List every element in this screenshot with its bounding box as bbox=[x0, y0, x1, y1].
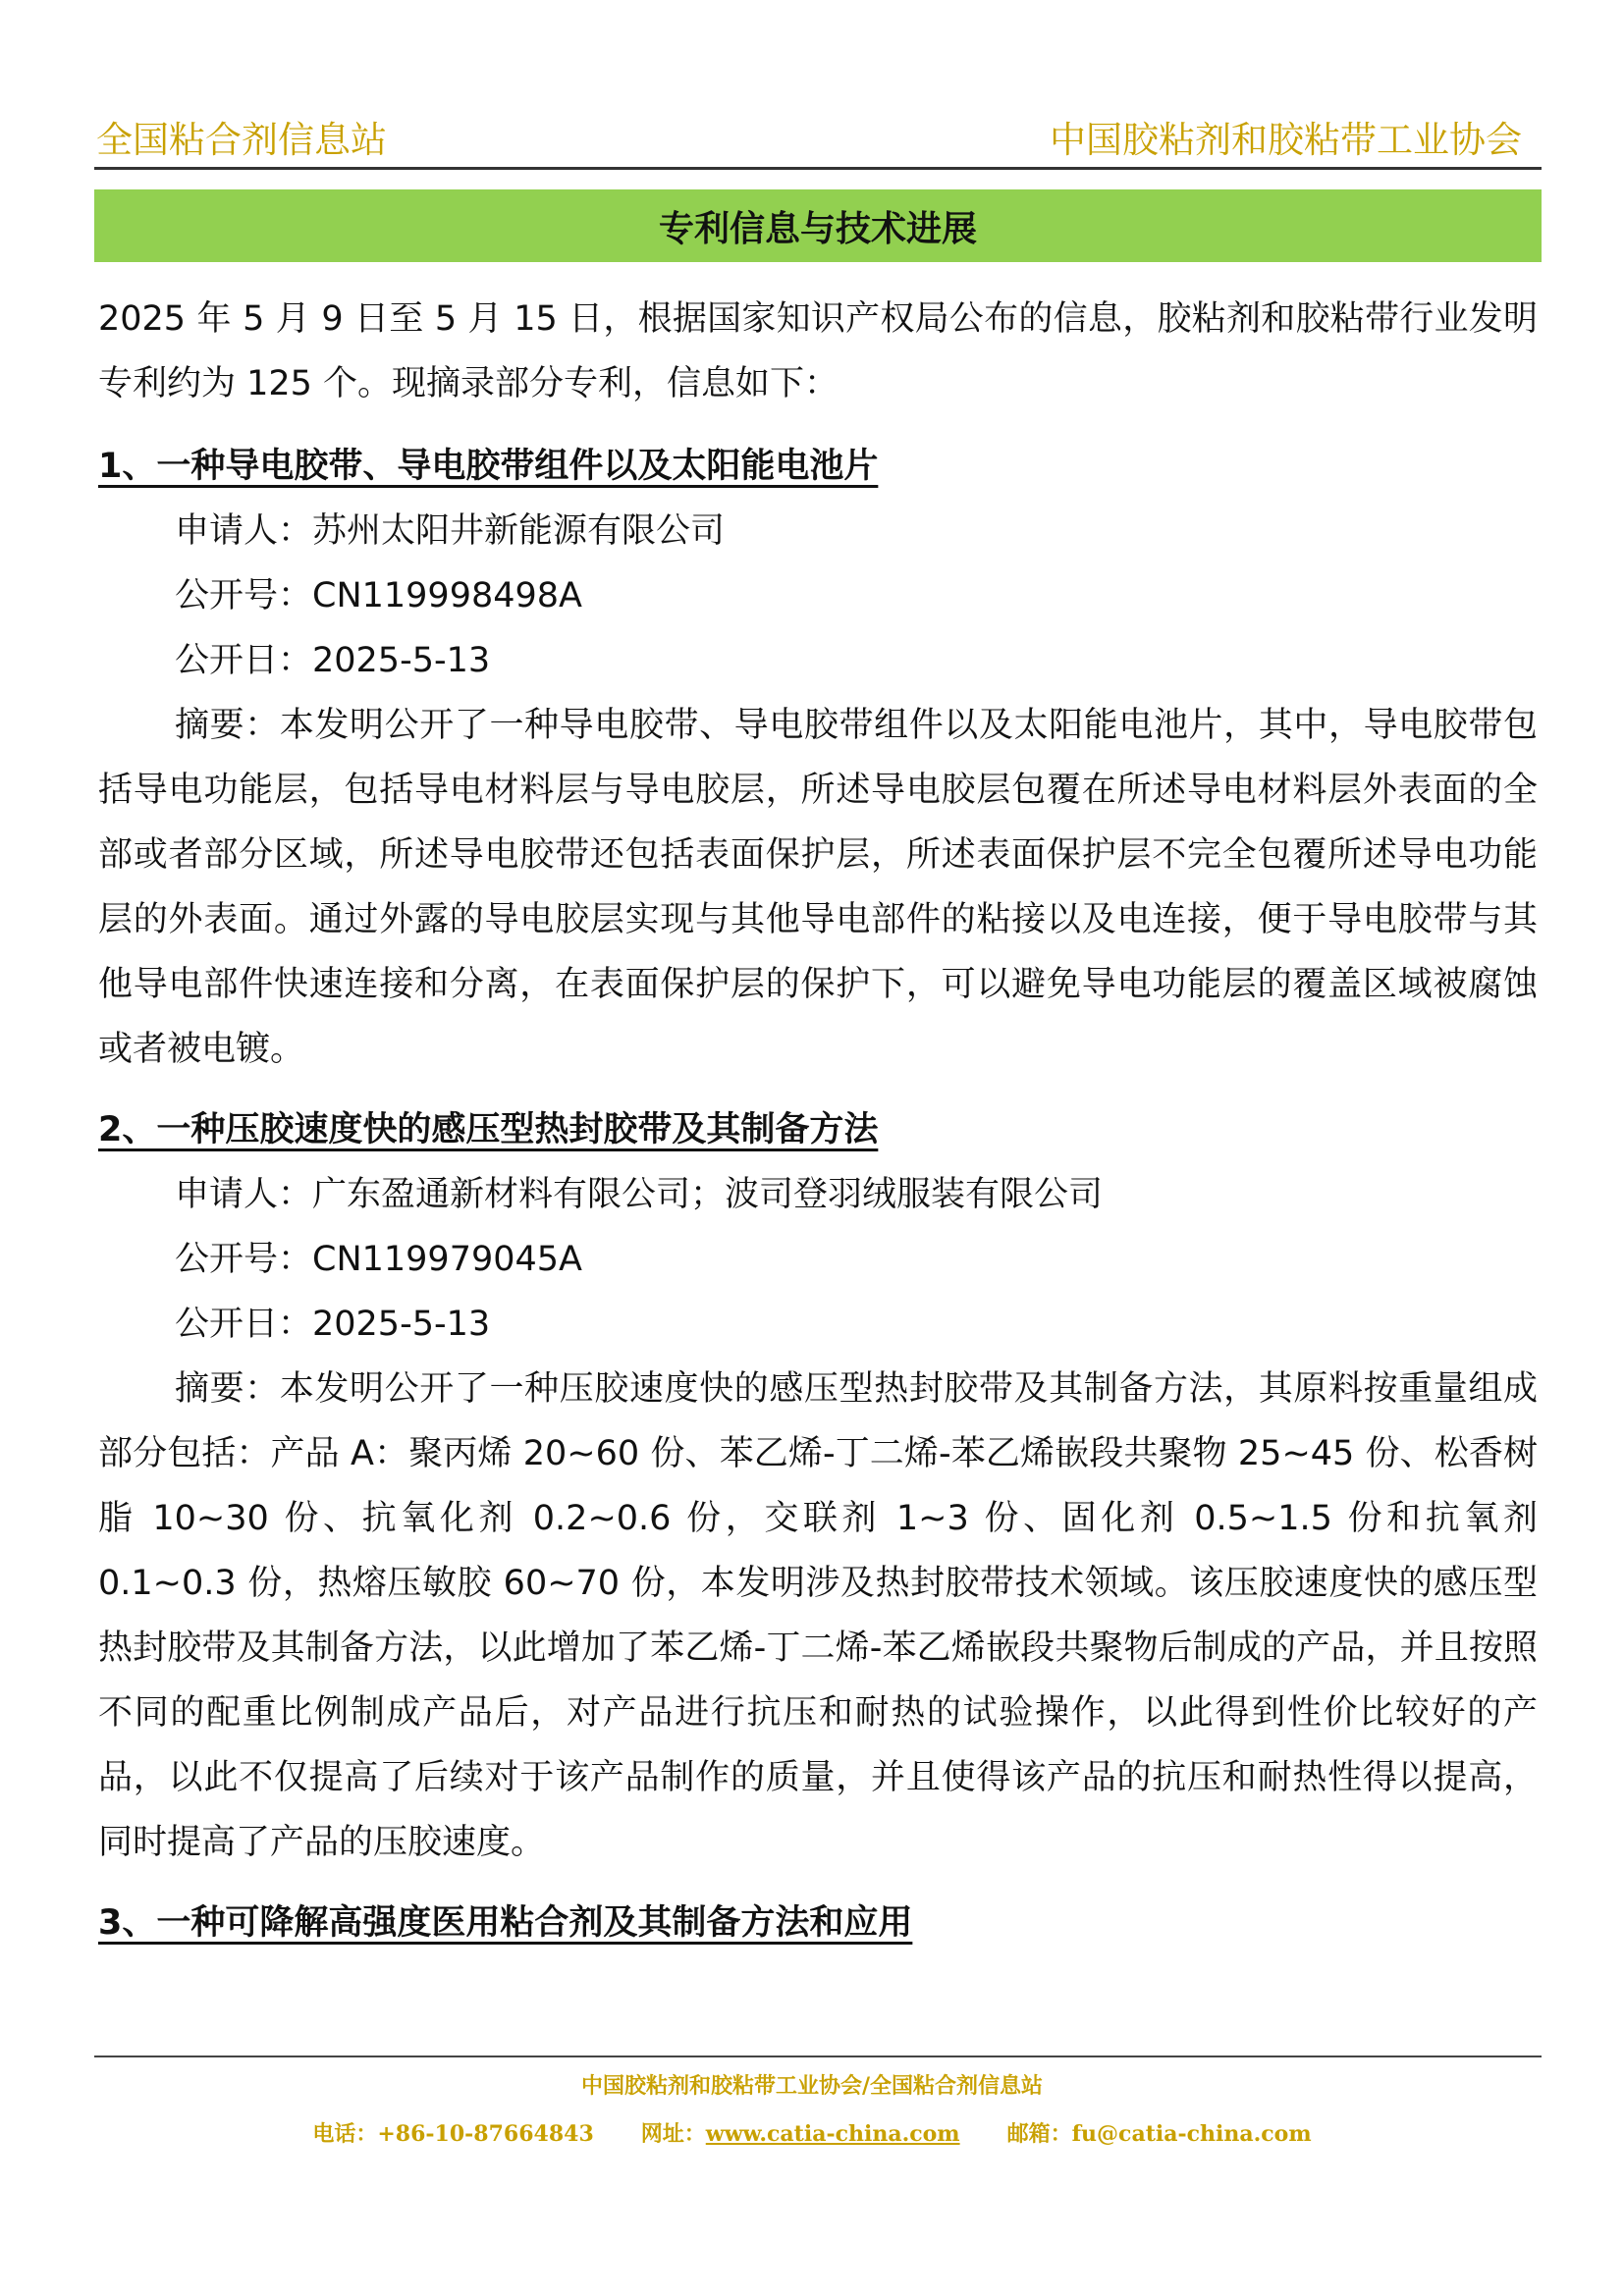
patent-entry-2 bbox=[98, 1097, 1538, 1875]
patent-title: 2、一种压胶速度快的感压型热封胶带及其制备方法 bbox=[98, 1110, 879, 1149]
patent-publication-date: 公开日：2025-5-13 bbox=[175, 641, 491, 680]
intro-paragraph: 2025 年 5 月 9 日至 5 月 15 日，根据国家知识产权局公布的信息，胶粘剂和胶粘带行业发明专利约为 125 个。现摘录部分专利，信息如下： bbox=[98, 299, 1538, 403]
footer-contact bbox=[0, 2117, 1624, 2148]
patent-title: 1、一种导电胶带、导电胶带组件以及太阳能电池片 bbox=[98, 447, 879, 486]
patent-applicant: 申请人：广东盈通新材料有限公司；波司登羽绒服装有限公司 bbox=[175, 1175, 1104, 1214]
document-body bbox=[98, 287, 1538, 1971]
footer-phone: 电话：+86-10-87664843 bbox=[312, 2121, 594, 2147]
header-association-name: 中国胶粘剂和胶粘带工业协会 bbox=[1050, 119, 1522, 161]
header-site-name: 全国粘合剂信息站 bbox=[96, 119, 387, 161]
patent-abstract: 摘要：本发明公开了一种导电胶带、导电胶带组件以及太阳能电池片，其中，导电胶带包括导电功能层，包括导电材料层与导电胶层，所述导电胶层包覆在所述导电材料层外表面的全部或者部分区域，所述导电胶带还包括表面保护层，所述表面保护层不完全包覆所述导电功能层的外表面。通过外露的导电胶层实现与其他导电部件的粘接以及电连接，便于导电胶带与其他导电部件快速连接和分离，在表面保护层的保护下，可以避免导电功能层的覆盖区域被腐蚀或者被电镀。 bbox=[98, 706, 1538, 1069]
patent-applicant: 申请人：苏州太阳井新能源有限公司 bbox=[175, 511, 726, 551]
patent-entry-3 bbox=[98, 1891, 1538, 1955]
patent-publication-number: 公开号：CN119998498A bbox=[175, 576, 582, 615]
footer-divider bbox=[94, 2056, 1542, 2057]
patent-title: 3、一种可降解高强度医用粘合剂及其制备方法和应用 bbox=[98, 1903, 913, 1943]
patent-abstract: 摘要：本发明公开了一种压胶速度快的感压型热封胶带及其制备方法，其原料按重量组成部分包括：产品 A：聚丙烯 20~60 份、苯乙烯-丁二烯-苯乙烯嵌段共聚物 25~45 份、松香树脂 10~30 份、抗氧化剂 0.2~0.6 份，交联剂 1~3 份、固化剂 0.5~1.5 份和抗氧剂 0.1~0.3 份，热熔压敏胶 60~70 份，本发明涉及热封胶带技术领域。该压胶速度快的感压型热封胶带及其制备方法，以此增加了苯乙烯-丁二烯-苯乙烯嵌段共聚物后制成的产品，并且按照不同的配重比例制成产品后，对产品进行抗压和耐热的试验操作，以此得到性价比较好的产品，以此不仅提高了后续对于该产品制作的质量，并且使得该产品的抗压和耐热性得以提高，同时提高了产品的压胶速度。 bbox=[98, 1369, 1538, 1862]
footer-organization: 中国胶粘剂和胶粘带工业协会/全国粘合剂信息站 bbox=[580, 2073, 1044, 2099]
section-title-banner: 专利信息与技术进展 bbox=[94, 189, 1542, 262]
footer-website-label: 网址： bbox=[640, 2121, 706, 2147]
patent-publication-date: 公开日：2025-5-13 bbox=[175, 1305, 491, 1344]
footer-website-link[interactable]: www.catia-china.com bbox=[705, 2121, 960, 2147]
patent-entry-1 bbox=[98, 434, 1538, 1082]
patent-publication-number: 公开号：CN119979045A bbox=[175, 1240, 582, 1279]
footer-email[interactable]: 邮箱：fu@catia-china.com bbox=[1006, 2121, 1312, 2147]
header-divider bbox=[94, 167, 1542, 170]
